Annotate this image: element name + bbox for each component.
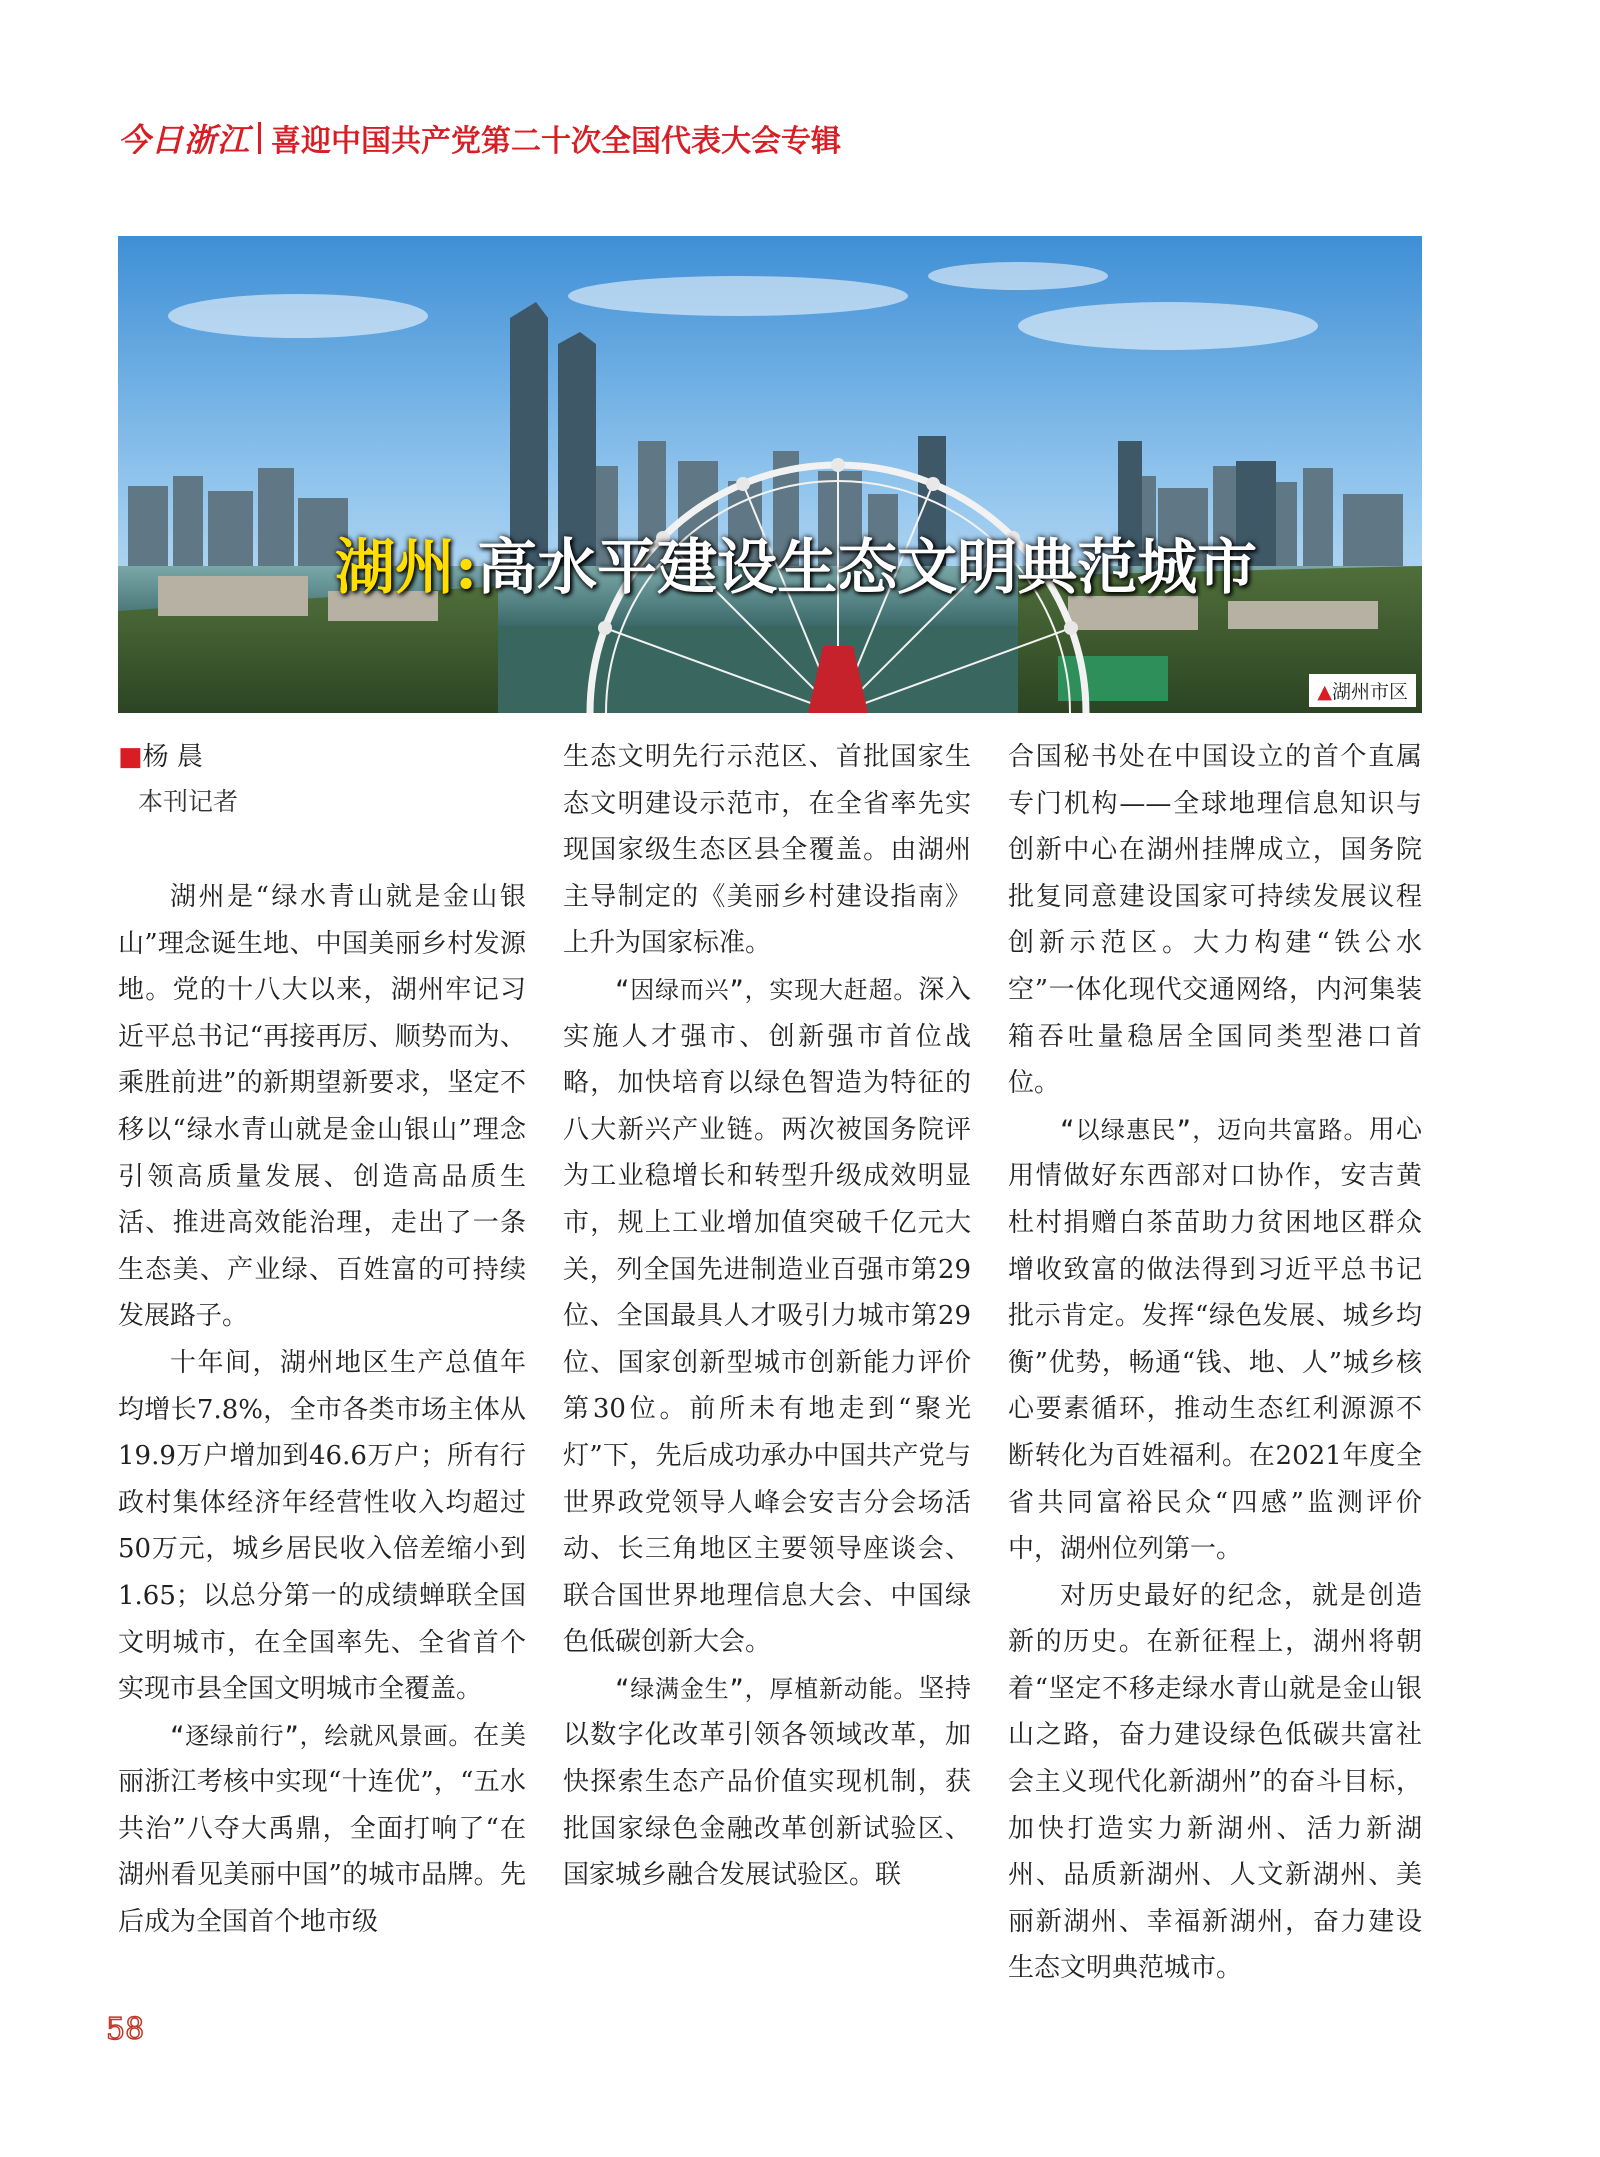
text-column-3 [1008, 734, 1422, 1992]
paragraph: 湖州是“绿水青山就是金山银山”理念诞生地、中国美丽乡村发源地。党的十八大以来，湖州牢记习近平总书记“再接再厉、顺势而为、乘胜前进”的新期望新要求，坚定不移以“绿水青山就是金山银山”理念引领高质量发展、创造高品质生活、推进高效能治理，走出了一条生态美、产业绿、百姓富的可持续发展路子。 [118, 882, 526, 1332]
special-issue-title: 喜迎中国共产党第二十次全国代表大会专辑 [271, 124, 842, 159]
paragraph-continued: 合国秘书处在中国设立的首个直属专门机构——全球地理信息知识与创新中心在湖州挂牌成立，国务院批复同意建设国家可持续发展议程创新示范区。大力构建“铁公水空”一体化现代交通网络，内河集装箱吞吐量稳居全国同类型港口首位。 [1008, 742, 1422, 1099]
paragraph [118, 1713, 526, 1946]
page-number: 58 [106, 2012, 145, 2047]
header-separator [258, 122, 261, 154]
photo-caption [1309, 674, 1416, 707]
paragraph-text: 在美丽浙江考核中实现“十连优”，“五水共治”八夺大禹鼎，全面打响了“在湖州看见美丽中国”的城市品牌。先后成为全国首个地市级 [118, 1720, 526, 1938]
text-column-1 [118, 874, 526, 1946]
section-keyword: “以绿惠民”，迈向共富路。 [1060, 1115, 1369, 1144]
author-byline [118, 736, 203, 773]
paragraph: 对历史最好的纪念，就是创造新的历史。在新征程上，湖州将朝着“坚定不移走绿水青山就是金山银山之路，奋力建设绿色低碳共富社会主义现代化新湖州”的奋斗目标，加快打造实力新湖州、活力新湖州、品质新湖州、人文新湖州、美丽新湖州、幸福新湖州，奋力建设生态文明典范城市。 [1008, 1580, 1422, 1984]
city-skyline-illustration [118, 236, 1422, 713]
paragraph [1008, 1107, 1422, 1573]
hero-photo [118, 236, 1422, 713]
photo-caption-text: 湖州市区 [1331, 681, 1408, 703]
magazine-logo: 今日浙江 [118, 121, 251, 159]
triangle-icon: ▲ [1317, 681, 1332, 703]
paragraph [563, 967, 971, 1666]
paragraph [563, 1666, 971, 1899]
title-colon: : [455, 533, 478, 603]
magazine-header [118, 118, 841, 158]
author-name: 杨 晨 [142, 742, 203, 772]
title-city: 湖州 [335, 533, 455, 603]
article-title [335, 520, 1257, 606]
section-keyword: “绿满金生”，厚植新动能。 [615, 1674, 919, 1703]
paragraph-text: 坚持以数字化改革引领各领域改革，加快探索生态产品价值实现机制，获批国家绿色金融改革创新试验区、国家城乡融合发展试验区。联 [563, 1673, 971, 1891]
paragraph-continued: 生态文明先行示范区、首批国家生态文明建设示范市，在全省率先实现国家级生态区县全覆盖。由湖州主导制定的《美丽乡村建设指南》上升为国家标准。 [563, 742, 971, 959]
section-keyword: “因绿而兴”，实现大赶超。 [615, 975, 919, 1004]
paragraph-text: 深入实施人才强市、创新强市首位战略，加快培育以绿色智造为特征的八大新兴产业链。两次被国务院评为工业稳增长和转型升级成效明显市，规上工业增加值突破千亿元大关，列全国先进制造业百强市第29位、全国最具人才吸引力城市第29位、国家创新型城市创新能力评价第30位。前所未有地走到“聚光灯”下，先后成功承办中国共产党与世界政党领导人峰会安吉分会场活动、长三角地区主要领导座谈会、联合国世界地理信息大会、中国绿色低碳创新大会。 [563, 974, 971, 1658]
paragraph: 十年间，湖州地区生产总值年均增长7.8%，全市各类市场主体从19.9万户增加到46.6万户；所有行政村集体经济年经营性收入均超过50万元，城乡居民收入倍差缩小到1.65；以总分第一的成绩蝉联全国文明城市，在全国率先、全省首个实现市县全国文明城市全覆盖。 [118, 1347, 526, 1705]
title-main: 高水平建设生态文明典范城市 [477, 533, 1258, 603]
paragraph-text: 用心用情做好东西部对口协作，安吉黄杜村捐赠白茶苗助力贫困地区群众增收致富的做法得到习近平总书记批示肯定。发挥“绿色发展、城乡均衡”优势，畅通“钱、地、人”城乡核心要素循环，推动生态红利源源不断转化为百姓福利。在2021年度全省共同富裕民众“四感”监测评价中，湖州位列第一。 [1008, 1114, 1422, 1565]
square-bullet-icon: ■ [118, 742, 143, 772]
author-role: 本刊记者 [138, 787, 239, 816]
text-column-2 [563, 734, 971, 1899]
section-keyword: “逐绿前行”，绘就风景画。 [170, 1721, 474, 1750]
